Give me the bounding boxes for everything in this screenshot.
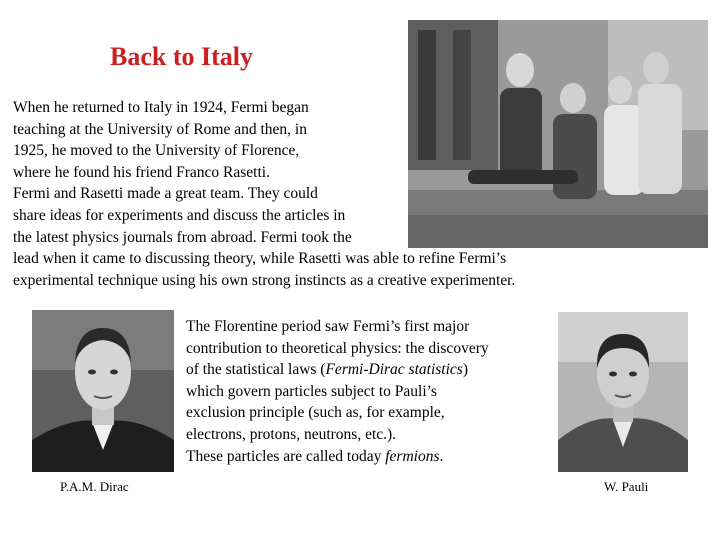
intro-line: 1925, he moved to the University of Florence, bbox=[13, 142, 300, 160]
florentine-line: which govern particles subject to Pauli’s bbox=[186, 382, 437, 400]
fermi-rasetti-group-photo bbox=[408, 20, 708, 248]
florentine-line: electrons, protons, neutrons, etc.). bbox=[186, 425, 397, 443]
florentine-text: ) bbox=[462, 361, 468, 379]
florentine-paragraph bbox=[186, 316, 546, 467]
intro-line: share ideas for experiments and discuss the articles in bbox=[13, 206, 346, 224]
intro-line: When he returned to Italy in 1924, Fermi began bbox=[13, 99, 309, 116]
dirac-portrait bbox=[32, 310, 174, 472]
pauli-portrait-image bbox=[558, 312, 688, 472]
fermions-term: fermions bbox=[385, 447, 440, 465]
intro-line: experimental technique using his own strong instincts as a creative experimenter. bbox=[13, 271, 516, 289]
fermi-dirac-statistics-term: Fermi-Dirac statistics bbox=[325, 361, 463, 379]
slide-title: Back to Italy bbox=[110, 42, 253, 71]
intro-line: the latest physics journals from abroad. Fermi took the bbox=[13, 228, 352, 246]
intro-line: where he found his friend Franco Rasetti. bbox=[13, 163, 270, 181]
intro-line: teaching at the University of Rome and then, in bbox=[13, 120, 307, 138]
dirac-caption: P.A.M. Dirac bbox=[60, 479, 129, 494]
florentine-text: of the statistical laws ( bbox=[186, 361, 326, 379]
florentine-text: These particles are called today bbox=[186, 447, 386, 465]
intro-line: Fermi and Rasetti made a great team. They could bbox=[13, 185, 318, 203]
florentine-line: exclusion principle (such as, for example, bbox=[186, 404, 445, 422]
florentine-line bbox=[186, 446, 546, 468]
intro-line: lead when it came to discussing theory, while Rasetti was able to refine Fermi’s bbox=[13, 250, 507, 268]
dirac-portrait-image bbox=[32, 310, 174, 472]
florentine-line bbox=[186, 359, 546, 381]
florentine-text: . bbox=[439, 447, 444, 465]
florentine-line: contribution to theoretical physics: the discovery bbox=[186, 339, 489, 357]
group-photo-image bbox=[408, 20, 708, 248]
florentine-line: The Florentine period saw Fermi’s first major bbox=[186, 318, 470, 335]
pauli-caption: W. Pauli bbox=[604, 479, 649, 494]
pauli-portrait bbox=[558, 312, 688, 472]
